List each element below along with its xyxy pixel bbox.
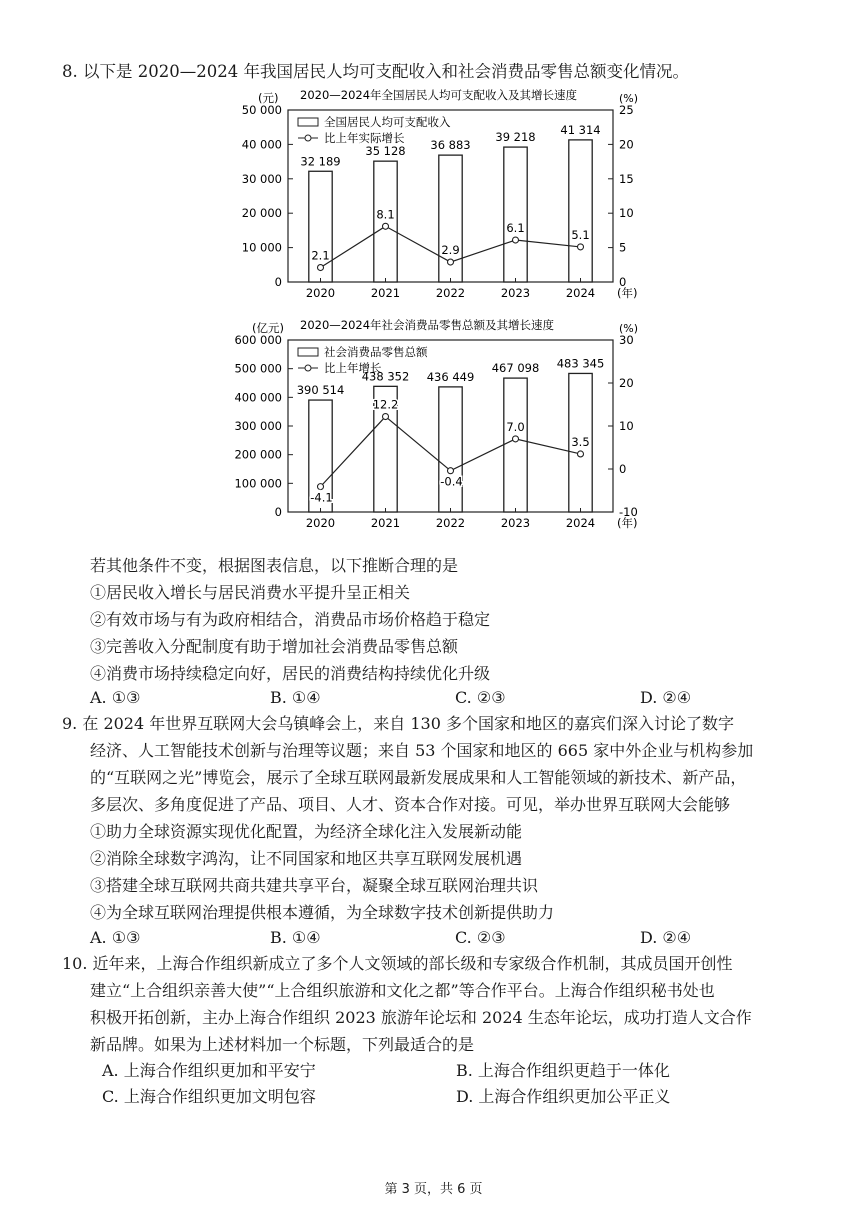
q9-line-1: 9. 在 2024 年世界互联网大会乌镇峰会上，来自 130 多个国家和地区的嘉宾们深入讨论了数字 xyxy=(62,714,734,733)
q9-line-4: 多层次、多角度促进了产品、项目、人才、资本合作对接。可见，举办世界互联网大会能够 xyxy=(90,795,731,814)
growth-point xyxy=(383,414,389,420)
q8-option-d[interactable]: D. ②④ xyxy=(640,688,692,707)
y2-tick-label: -10 xyxy=(619,505,638,519)
y-axis-unit: (亿元) xyxy=(252,321,284,335)
q8-statement-1: ①居民收入增长与居民消费水平提升呈正相关 xyxy=(90,583,411,602)
x-tick-label: 2020 xyxy=(305,286,336,300)
q8-stem: 8. 以下是 2020—2024 年我国居民人均可支配收入和社会消费品零售总额变化情况。 xyxy=(62,62,689,81)
y2-tick-label: 20 xyxy=(619,376,634,390)
q9-statement-4: ④为全球互联网治理提供根本遵循，为全球数字技术创新提供助力 xyxy=(90,903,555,922)
y-tick-label: 300 000 xyxy=(234,419,282,433)
growth-point xyxy=(318,484,324,490)
x-tick-label: 2020 xyxy=(305,516,336,530)
y-tick-label: 40 000 xyxy=(241,137,282,152)
y2-tick-label: 20 xyxy=(619,137,634,152)
q9-statement-2: ②消除全球数字鸿沟，让不同国家和地区共享互联网发展机遇 xyxy=(90,849,523,868)
q8-option-c[interactable]: C. ②③ xyxy=(455,688,506,707)
bar xyxy=(569,140,592,282)
retail-chart xyxy=(228,316,658,550)
growth-value-label: 6.1 xyxy=(506,221,525,236)
bar-value-label: 32 189 xyxy=(300,154,341,169)
q9-line-3: 的“互联网之光”博览会，展示了全球互联网最新发展成果和人工智能领域的新技术、新产品， xyxy=(90,768,747,787)
y-tick-label: 400 000 xyxy=(234,390,282,405)
q10-line-1: 10. 近年来，上海合作组织新成立了多个人文领域的部长级和专家级合作机制，其成员国开创性 xyxy=(62,954,733,973)
growth-point xyxy=(383,223,389,229)
x-tick-label: 2022 xyxy=(435,516,466,530)
legend-line-marker xyxy=(305,135,311,141)
q8-option-b[interactable]: B. ①④ xyxy=(270,688,321,707)
y2-axis-unit: (%) xyxy=(619,322,639,335)
bar-value-label: 36 883 xyxy=(430,138,471,153)
q9-option-c[interactable]: C. ②③ xyxy=(455,928,506,947)
growth-point xyxy=(513,237,519,243)
legend-line-marker xyxy=(305,365,311,371)
x-axis-unit: (年) xyxy=(617,516,638,530)
q9-line-2: 经济、人工智能技术创新与治理等议题；来自 53 个国家和地区的 665 家中外企业与机构参加 xyxy=(90,741,754,760)
chart-title: 2020—2024年全国居民人均可支配收入及其增长速度 xyxy=(300,88,578,102)
income-chart-svg xyxy=(228,86,658,316)
y2-tick-label: 30 xyxy=(619,333,634,347)
y-tick-label: 200 000 xyxy=(234,447,282,462)
growth-value-label: -4.1 xyxy=(310,490,333,505)
growth-point xyxy=(448,468,454,474)
y2-tick-label: 25 xyxy=(619,103,634,117)
y-tick-label: 500 000 xyxy=(234,361,282,376)
income-chart xyxy=(228,86,658,320)
y-tick-label: 10 000 xyxy=(241,240,282,255)
y-tick-label: 0 xyxy=(274,275,282,289)
legend-bar-label: 全国居民人均可支配收入 xyxy=(324,115,451,129)
legend-line-label: 比上年增长 xyxy=(324,361,382,375)
growth-value-label: 3.5 xyxy=(571,434,590,449)
bar xyxy=(374,161,397,282)
q10-option-a[interactable]: A. 上海合作组织更加和平安宁 xyxy=(102,1061,316,1080)
growth-point xyxy=(448,259,454,265)
x-tick-label: 2022 xyxy=(435,286,466,300)
y2-tick-label: 15 xyxy=(619,171,634,186)
growth-value-label: -0.4 xyxy=(440,474,463,489)
y2-tick-label: 0 xyxy=(619,275,627,289)
bar-value-label: 390 514 xyxy=(296,383,345,398)
bar-value-label: 436 449 xyxy=(426,369,475,384)
x-tick-label: 2021 xyxy=(370,516,401,530)
q9-statement-1: ①助力全球资源实现优化配置，为经济全球化注入发展新动能 xyxy=(90,822,523,841)
x-tick-label: 2023 xyxy=(500,286,531,300)
bar-value-label: 467 098 xyxy=(491,361,540,376)
y2-axis-unit: (%) xyxy=(619,92,639,105)
growth-point xyxy=(578,244,584,250)
q8-statement-4: ④消费市场持续稳定向好，居民的消费结构持续优化升级 xyxy=(90,664,491,683)
q8-option-a[interactable]: A. ①③ xyxy=(90,688,141,707)
y2-tick-label: 5 xyxy=(619,240,627,255)
growth-point xyxy=(318,265,324,271)
x-axis-unit: (年) xyxy=(617,286,638,300)
q10-option-d[interactable]: D. 上海合作组织更加公平正义 xyxy=(456,1087,671,1106)
bar-value-label: 483 345 xyxy=(556,356,605,371)
y-tick-label: 100 000 xyxy=(234,476,282,491)
y-tick-label: 30 000 xyxy=(241,171,282,186)
growth-point xyxy=(513,436,519,442)
bar-value-label: 438 352 xyxy=(361,369,410,384)
q9-statement-3: ③搭建全球互联网共商共建共享平台，凝聚全球互联网治理共识 xyxy=(90,876,539,895)
q9-option-b[interactable]: B. ①④ xyxy=(270,928,321,947)
legend-line-label: 比上年实际增长 xyxy=(324,131,405,145)
growth-value-label: 5.1 xyxy=(571,227,590,242)
y2-tick-label: 10 xyxy=(619,419,634,433)
y-tick-label: 20 000 xyxy=(241,206,282,221)
bar-value-label: 39 218 xyxy=(495,130,536,145)
bar-value-label: 35 128 xyxy=(365,144,406,159)
bar xyxy=(439,387,462,512)
y-tick-label: 0 xyxy=(274,505,282,519)
q10-line-2: 建立“上合组织亲善大使”“上合组织旅游和文化之都”等合作平台。上海合作组织秘书处也 xyxy=(90,981,715,1000)
growth-value-label: 2.1 xyxy=(311,248,330,263)
y2-tick-label: 10 xyxy=(619,206,634,221)
legend-bar-swatch xyxy=(298,118,318,126)
growth-value-label: 8.1 xyxy=(376,207,395,222)
y-tick-label: 50 000 xyxy=(241,103,282,117)
growth-value-label: 2.9 xyxy=(441,243,460,258)
growth-point xyxy=(578,451,584,457)
x-tick-label: 2024 xyxy=(565,286,596,300)
y-axis-unit: (元) xyxy=(258,91,279,105)
legend-bar-swatch xyxy=(298,348,318,356)
bar xyxy=(504,147,527,282)
y-tick-label: 600 000 xyxy=(234,333,282,347)
growth-value-label: 7.0 xyxy=(506,419,525,434)
bar xyxy=(504,378,527,512)
q9-option-a[interactable]: A. ①③ xyxy=(90,928,141,947)
page-footer: 第 3 页，共 6 页 xyxy=(384,1182,483,1197)
q8-statement-3: ③完善收入分配制度有助于增加社会消费品零售总额 xyxy=(90,637,459,656)
q8-statement-2: ②有效市场与有为政府相结合，消费品市场价格趋于稳定 xyxy=(90,610,491,629)
chart-title: 2020—2024年社会消费品零售总额及其增长速度 xyxy=(300,318,555,332)
q9-option-d[interactable]: D. ②④ xyxy=(640,928,692,947)
x-tick-label: 2021 xyxy=(370,286,401,300)
x-tick-label: 2024 xyxy=(565,516,596,530)
bar-value-label: 41 314 xyxy=(560,122,601,137)
q10-option-b[interactable]: B. 上海合作组织更趋于一体化 xyxy=(456,1061,670,1080)
legend-bar-label: 社会消费品零售总额 xyxy=(324,345,428,359)
retail-chart-svg xyxy=(228,316,658,546)
q10-option-c[interactable]: C. 上海合作组织更加文明包容 xyxy=(102,1087,316,1106)
q10-line-3: 积极开拓创新，主办上海合作组织 2023 旅游年论坛和 2024 生态年论坛，成功打造人文合作 xyxy=(90,1008,752,1027)
growth-value-label: 12.2 xyxy=(372,397,399,412)
q10-line-4: 新品牌。如果为上述材料加一个标题，下列最适合的是 xyxy=(90,1035,475,1054)
y2-tick-label: 0 xyxy=(619,462,627,476)
x-tick-label: 2023 xyxy=(500,516,531,530)
q8-question: 若其他条件不变，根据图表信息，以下推断合理的是 xyxy=(90,556,459,575)
